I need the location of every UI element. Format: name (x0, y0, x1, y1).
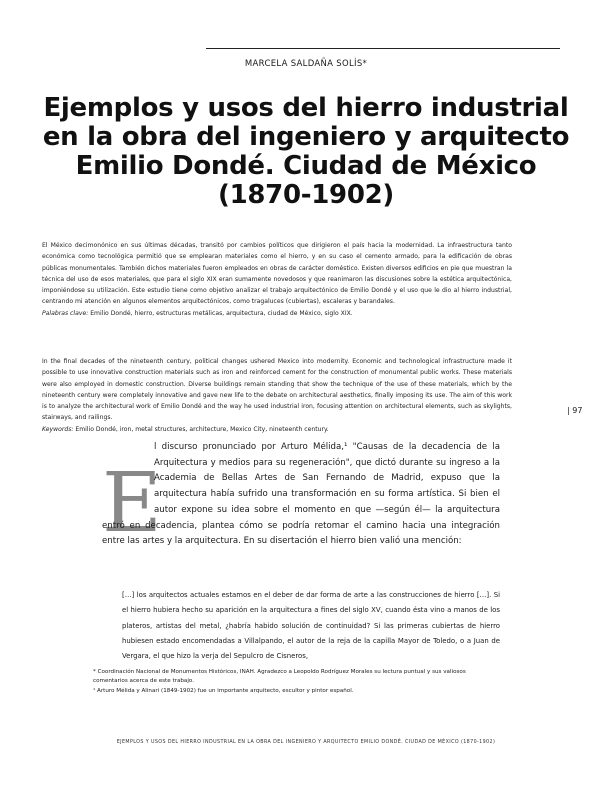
keywords-spanish: Emilio Dondé, hierro, estructuras metálicas, arquitectura, ciudad de México, siglo XIX. (90, 309, 353, 317)
article-title: Ejemplos y usos del hierro industrial en la obra del ingeniero y arquitecto Emilio Dondé. Ciudad de México (1870-1902) (42, 93, 570, 210)
running-footer: EJEMPLOS Y USOS DEL HIERRO INDUSTRIAL EN LA OBRA DEL INGENIERO Y ARQUITECTO EMILIO DONDÉ. CIUDAD DE MÉXICO (1870-1902) (116, 740, 496, 745)
footnotes (93, 668, 500, 696)
body-paragraph-text: l discurso pronunciado por Arturo Mélida,¹ "Causas de la decadencia de la Arquitectura y medios para su regeneración", que dictó durante su ingreso a la Academia de Bellas Artes de San Fernando de Madrid, expuso que la arquitectura había sufrido una transformación en su forma artística. Si bien el autor expone su idea sobre el momento en que —según él— la arquitectura entró en decadencia, plantea cómo se podría retomar el camino hacia una integración entre las artes y la arquitectura. En su disertación el hierro bien valió una mención: (102, 442, 500, 547)
abstract-spanish-text: El México decimonónico en sus últimas décadas, transitó por cambios políticos que dirigieron el país hacia la modernidad. La infraestructura tanto económica como tecnológica permitió que se emplearan materiales como el hierro, y en su caso el cemento armado, para la edificación de obras públicas monumentales. También dichos materiales fueron empleados en obras de carácter doméstico. Existen diversos edificios en pie que muestran la técnica del uso de esos materiales, que para el siglo XIX eran sumamente novedosos y que reanimaron las discusiones sobre la estética arquitectónica, imponiéndose su utilización. Este estudio tiene como objetivo analizar el trabajo arquitectónico de Emilio Dondé y el uso que le dio al hierro industrial, centrando mi atención en algunos elementos arquitectónicos, como tragaluces (cubiertas), escaleras y barandales. (42, 242, 512, 306)
dropcap-spacer (102, 440, 154, 504)
header-rule (206, 48, 560, 49)
keywords-english: Emilio Dondé, iron, metal structures, architecture, Mexico City, nineteenth century. (75, 425, 329, 433)
body-paragraph (102, 440, 500, 550)
abstract-spanish (42, 240, 512, 319)
page-number: | 97 (567, 406, 583, 415)
author-name: MARCELA SALDAÑA SOLÍS* (244, 59, 368, 69)
footnote-affiliation: * Coordinación Nacional de Monumentos Históricos, INAH. Agradezco a Leopoldo Rodríguez Morales su lectura puntual y sus valiosos comentarios acerca de este trabajo. (93, 669, 466, 685)
block-quote: […] los arquitectos actuales estamos en el deber de dar forma de arte a las construcciones de hierro […]. Si el hierro hubiera hecho su aparición en la arquitectura a fines del siglo XV, cuando ésta vino a manos de los plateros, artistas del metal, ¿habría habido solución de continuidad? Si las primeras cubiertas de hierro hubiesen estado encomendadas a Villalpando, el autor de la reja de la capilla Mayor de Toledo, o a Juan de Vergara, el que hizo la verja del Sepulcro de Cisneros, (122, 591, 500, 661)
footnote-1: ¹ Arturo Mélida y Alinari (1849-1902) fue un importante arquitecto, escultor y pintor español. (93, 687, 354, 694)
abstract-english (42, 356, 512, 435)
keywords-english-label: Keywords: (42, 425, 74, 433)
keywords-spanish-label: Palabras clave: (42, 309, 89, 317)
abstract-english-text: In the final decades of the nineteenth century, political changes ushered Mexico into modernity. Economic and technological infrastructure made it possible to use innovative construction materials such as iron and reinforced cement for the construction of monumental public works. These materials were also employed in domestic construction. Diverse buildings remain standing that show the technique of the use of these materials, which by the nineteenth century were completely innovative and gave new life to the debate on architectural aesthetics, finally imposing its use. The aim of this work is to analyze the architectural work of Emilio Dondé and the way he used industrial iron, focusing attention on architectural elements, such as skylights, stairways, and railings. (42, 358, 512, 422)
drop-cap: E (102, 456, 162, 551)
